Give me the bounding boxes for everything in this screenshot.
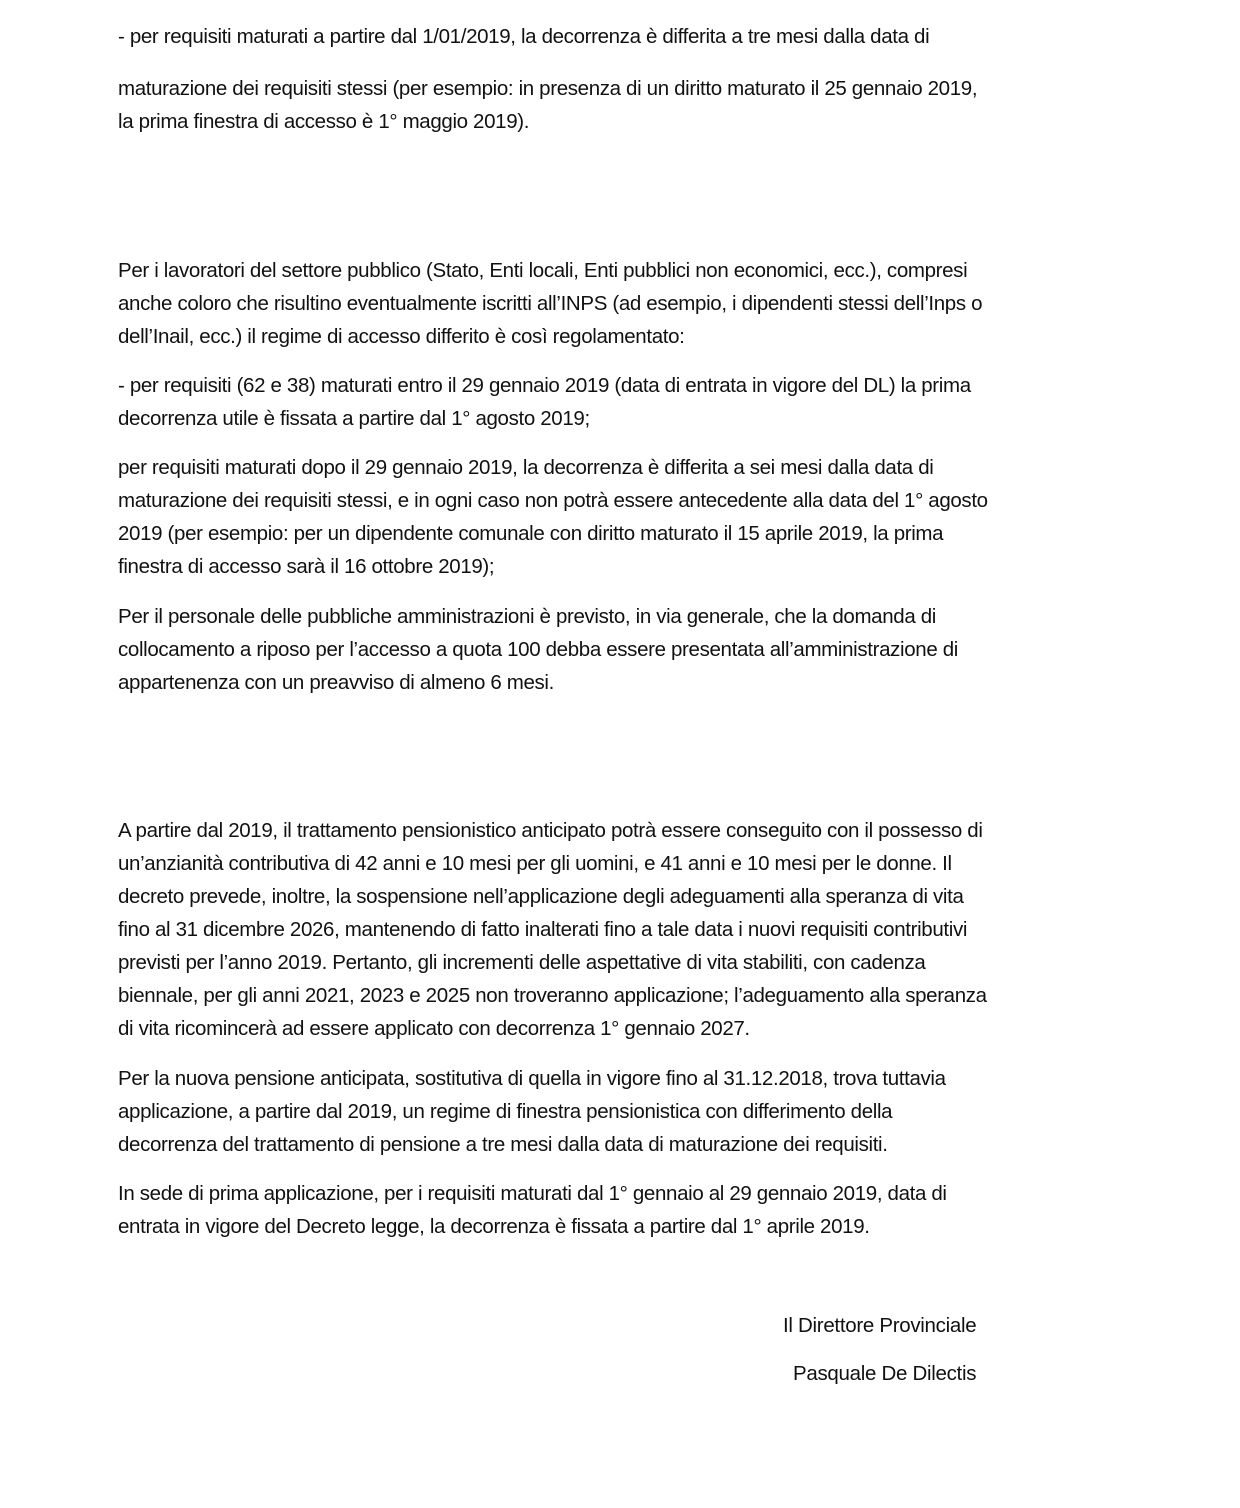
signature-role: Il Direttore Provinciale	[783, 1314, 977, 1337]
text-line: 2019 (per esempio: per un dipendente comunale con diritto maturato il 15 aprile 2019, la prima	[118, 522, 944, 545]
text-line: - per requisiti maturati a partire dal 1/01/2019, la decorrenza è differita a tre mesi dalla data di	[118, 25, 930, 48]
text-line: In sede di prima applicazione, per i requisiti maturati dal 1° gennaio al 29 gennaio 2019, data di	[118, 1182, 947, 1205]
text-line: decreto prevede, inoltre, la sospensione nell’applicazione degli adeguamenti alla speranza di vita	[118, 885, 964, 908]
text-line: per requisiti maturati dopo il 29 gennaio 2019, la decorrenza è differita a sei mesi dalla data di	[118, 456, 934, 479]
text-line: finestra di accesso sarà il 16 ottobre 2019);	[118, 555, 495, 578]
text-line: collocamento a riposo per l’accesso a quota 100 debba essere presentata all’amministrazione di	[118, 638, 958, 661]
paragraph-decorrenza-2019	[118, 20, 1108, 53]
paragraph-pensione-anticipata	[118, 814, 1108, 1045]
text-line: la prima finestra di accesso è 1° maggio 2019).	[118, 110, 530, 133]
text-line: Per i lavoratori del settore pubblico (Stato, Enti locali, Enti pubblici non economici, ecc.), compresi	[118, 259, 968, 282]
text-line: biennale, per gli anni 2021, 2023 e 2025 non troveranno applicazione; l’adeguamento alla speranza	[118, 984, 987, 1007]
text-line: maturazione dei requisiti stessi (per esempio: in presenza di un diritto maturato il 25 gennaio 2019,	[118, 77, 978, 100]
text-line: A partire dal 2019, il trattamento pensionistico anticipato potrà essere conseguito con il possesso di	[118, 819, 983, 842]
paragraph-esempio-maggio	[118, 72, 1108, 138]
text-line: di vita ricomincerà ad essere applicato con decorrenza 1° gennaio 2027.	[118, 1017, 750, 1040]
signature-name: Pasquale De Dilectis	[793, 1362, 977, 1385]
paragraph-finestra-pensionistica	[118, 1062, 1108, 1161]
paragraph-preavviso	[118, 600, 1108, 699]
text-line: - per requisiti (62 e 38) maturati entro il 29 gennaio 2019 (data di entrata in vigore del DL) la prima	[118, 374, 971, 397]
text-line: decorrenza utile è fissata a partire dal 1° agosto 2019;	[118, 407, 590, 430]
text-line: decorrenza del trattamento di pensione a tre mesi dalla data di maturazione dei requisiti.	[118, 1133, 888, 1156]
text-line: dell’Inail, ecc.) il regime di accesso differito è così regolamentato:	[118, 325, 685, 348]
text-line: Per la nuova pensione anticipata, sostitutiva di quella in vigore fino al 31.12.2018, trova tuttavia	[118, 1067, 946, 1090]
text-line: entrata in vigore del Decreto legge, la decorrenza è fissata a partire dal 1° aprile 2019.	[118, 1215, 870, 1238]
text-line: previsti per l’anno 2019. Pertanto, gli incrementi delle aspettative di vita stabiliti, con cadenza	[118, 951, 926, 974]
text-line: anche coloro che risultino eventualmente iscritti all’INPS (ad esempio, i dipendenti stessi dell’Inps o	[118, 292, 983, 315]
text-line: un’anzianità contributiva di 42 anni e 10 mesi per gli uomini, e 41 anni e 10 mesi per le donne. Il	[118, 852, 952, 875]
text-line: applicazione, a partire dal 2019, un regime di finestra pensionistica con differimento della	[118, 1100, 893, 1123]
text-line: appartenenza con un preavviso di almeno 6 mesi.	[118, 671, 554, 694]
text-line: fino al 31 dicembre 2026, mantenendo di fatto inalterati fino a tale data i nuovi requisiti contributivi	[118, 918, 968, 941]
paragraph-dopo-29-gennaio	[118, 451, 1108, 583]
paragraph-prima-applicazione	[118, 1177, 1108, 1243]
text-line: Per il personale delle pubbliche amministrazioni è previsto, in via generale, che la domanda di	[118, 605, 936, 628]
text-line: maturazione dei requisiti stessi, e in ogni caso non potrà essere antecedente alla data del 1° agosto	[118, 489, 988, 512]
paragraph-requisiti-62-38	[118, 369, 1108, 435]
paragraph-settore-pubblico	[118, 254, 1108, 353]
